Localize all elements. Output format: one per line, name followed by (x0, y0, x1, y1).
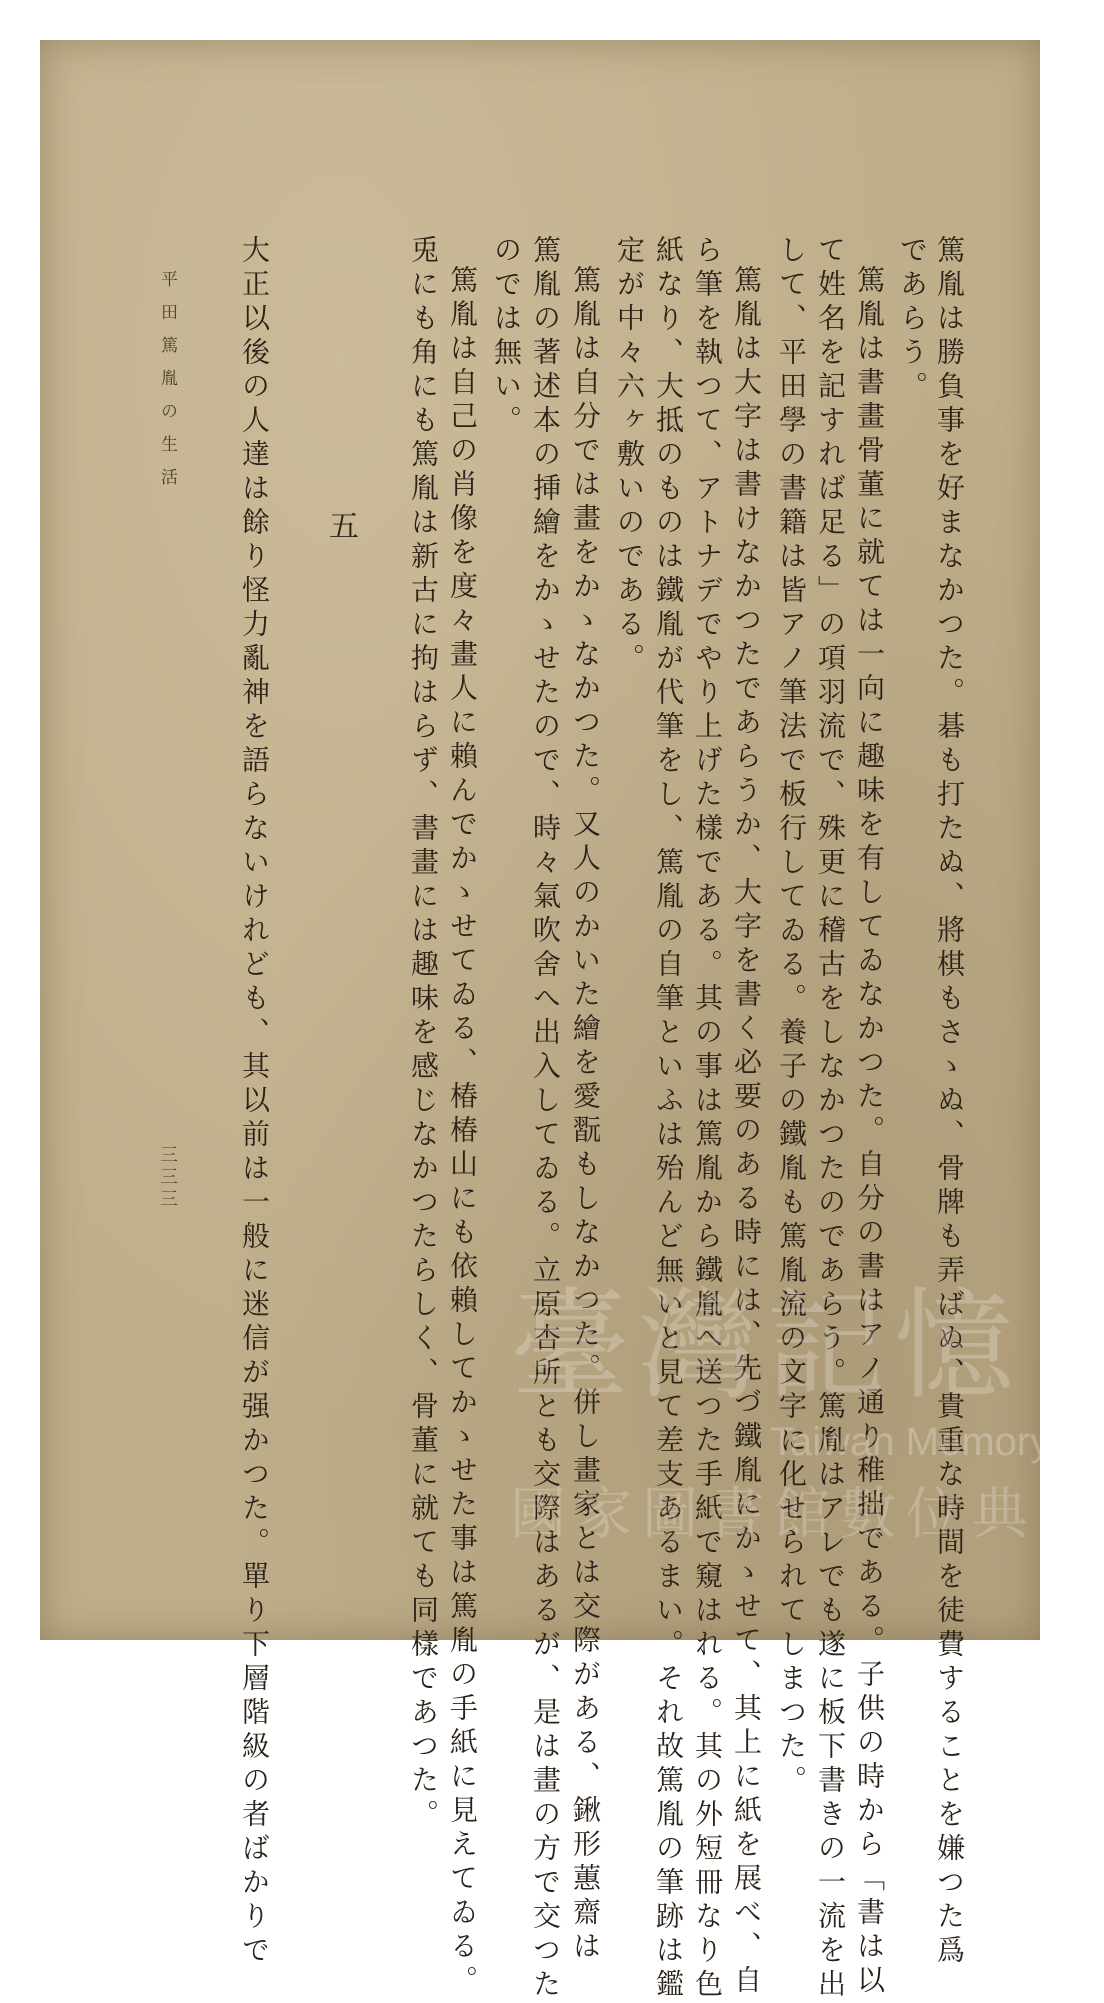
text-column: ら筆を執つて、アトナデでやり上げた樣である。其の事は篤胤から鐵胤へ送つた手紙で窺はれる。其の外短冊なり色 (691, 235, 724, 2003)
text-column: 兎にも角にも篤胤は新古に拘はらず、書畫には趣味を感じなかつたらしく、骨董に就ても同樣であつた。 (407, 235, 440, 1833)
watermark-small-text: 國家圖書館數位典藏 (510, 1482, 1104, 1547)
text-column: 篤胤は自己の肖像を度々畫人に賴んでかゝせてゐる、椿椿山にも依賴してかゝせた事は篤胤の手紙に見えてゐる。 (446, 265, 479, 1999)
text-column: 篤胤は書畫骨董に就ては一向に趣味を有してゐなかつた。自分の書はアノ通り稚拙である。子供の時から「書は以 (853, 265, 886, 1999)
watermark-english-text: Taiwan Memory (770, 1420, 1051, 1464)
text-column: 定が中々六ヶ敷いのである。 (613, 235, 646, 677)
section-heading: 五 (323, 510, 358, 540)
book-page (40, 40, 1104, 2003)
watermark-large-text: 臺灣記憶 (510, 1277, 1022, 1416)
text-column: 篤胤の著述本の挿繪をかゝせたので、時々氣吹舍へ出入してゐる。立原杏所とも交際はあるが、是は畫の方で交つた (529, 235, 562, 2003)
text-column: 篤胤は勝負事を好まなかつた。碁も打たぬ、將棋もさゝぬ、骨牌も弄ばぬ、貴重な時間を徒費することを嫌つた爲 (933, 235, 966, 1969)
text-column: して、平田學の書籍は皆アノ筆法で板行してゐる。養子の鐵胤も篤胤流の文字に化せられてしまつた。 (775, 235, 808, 1799)
page-number: 三三三 (157, 1145, 178, 1211)
text-column: て姓名を記すれば足る」の項羽流で、殊更に稽古をしなかつたのであらう。篤胤はアレでも遂に板下書きの一流を出 (814, 235, 847, 2003)
text-column: 篤胤は自分では畫をかゝなかつた。又人のかいた繪を愛翫もしなかつた。併し畫家とは交際がある、鍬形蕙齋は (569, 265, 602, 1965)
text-column: のでは無い。 (490, 235, 523, 439)
text-column: であらう。 (896, 235, 929, 405)
text-column: 紙なり、大抵のものは鐵胤が代筆をし、篤胤の自筆といふは殆んど無いと見て差支あるまい。それ故篤胤の筆跡は鑑 (652, 235, 685, 2003)
text-column: 篤胤は大字は書けなかつたであらうか、大字を書く必要のある時には、先づ鐵胤にかゝせて、其上に紙を展べ、自 (730, 265, 763, 1999)
running-head: 平田篤胤の生活 (157, 270, 177, 501)
text-column: 大正以後の人達は餘り怪力亂神を語らないけれども、其以前は一般に迷信が强かつた。單り下層階級の者ばかりで (238, 235, 271, 1969)
